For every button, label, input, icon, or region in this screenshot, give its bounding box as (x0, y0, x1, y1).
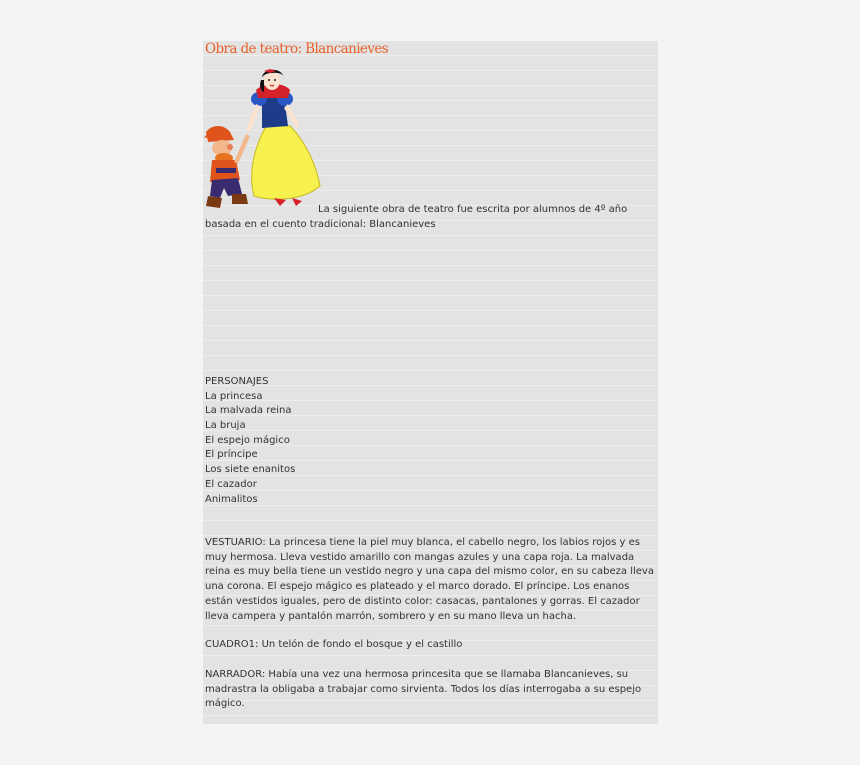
snow-white-dwarf-illustration (204, 68, 322, 213)
character-item: El espejo mágico (205, 434, 290, 446)
intro-line-1: La siguiente obra de teatro fue escrita por alumnos de 4º año (318, 204, 628, 215)
costume-paragraph: VESTUARIO: La princesa tiene la piel muy blanca, el cabello negro, los labios rojos y es muy hermosa. Lleva vestido amarillo con mangas azules y una capa roja. La malvada reina es muy bella tiene un vestido negro y una capa del mismo color, en su cabeza lleva una corona. El espejo mágico es plateado y el marco dorado. El príncipe. Los enanos están vestidos iguales, pero de distinto color: casacas, pantalones y gorras. El cazador lleva campera y pantalón marrón, sombrero y en su mano lleva un hacha. (205, 537, 654, 622)
character-item: La princesa (205, 390, 263, 402)
intro-text (205, 202, 645, 232)
content-panel (203, 41, 658, 724)
character-item: La malvada reina (205, 405, 292, 417)
character-item: El cazador (205, 478, 257, 490)
face (264, 72, 280, 90)
dress-skirt (252, 126, 320, 199)
dwarf-belt (216, 168, 236, 173)
character-item: La bruja (205, 420, 246, 432)
character-item: Los siete enanitos (205, 464, 296, 476)
character-item: Animalitos (205, 493, 258, 505)
character-list (205, 375, 657, 507)
characters-heading: PERSONAJES (205, 376, 269, 387)
left-arm (246, 104, 260, 132)
dwarf-arm (234, 134, 250, 164)
narrator-paragraph: NARRADOR: Había una vez una hermosa princesita que se llamaba Blancanieves, su madrastra la obligaba a trabajar como sirvienta. Todos los días interrogaba a su espejo mágico. (205, 669, 642, 710)
character-item: El príncipe (205, 449, 258, 461)
scene-one-paragraph: CUADRO1: Un telón de fondo el bosque y el castillo (205, 639, 463, 650)
intro-line-2: basada en el cuento tradicional: Blancanieves (205, 219, 436, 230)
page-title: Obra de teatro: Blancanieves (205, 41, 389, 57)
